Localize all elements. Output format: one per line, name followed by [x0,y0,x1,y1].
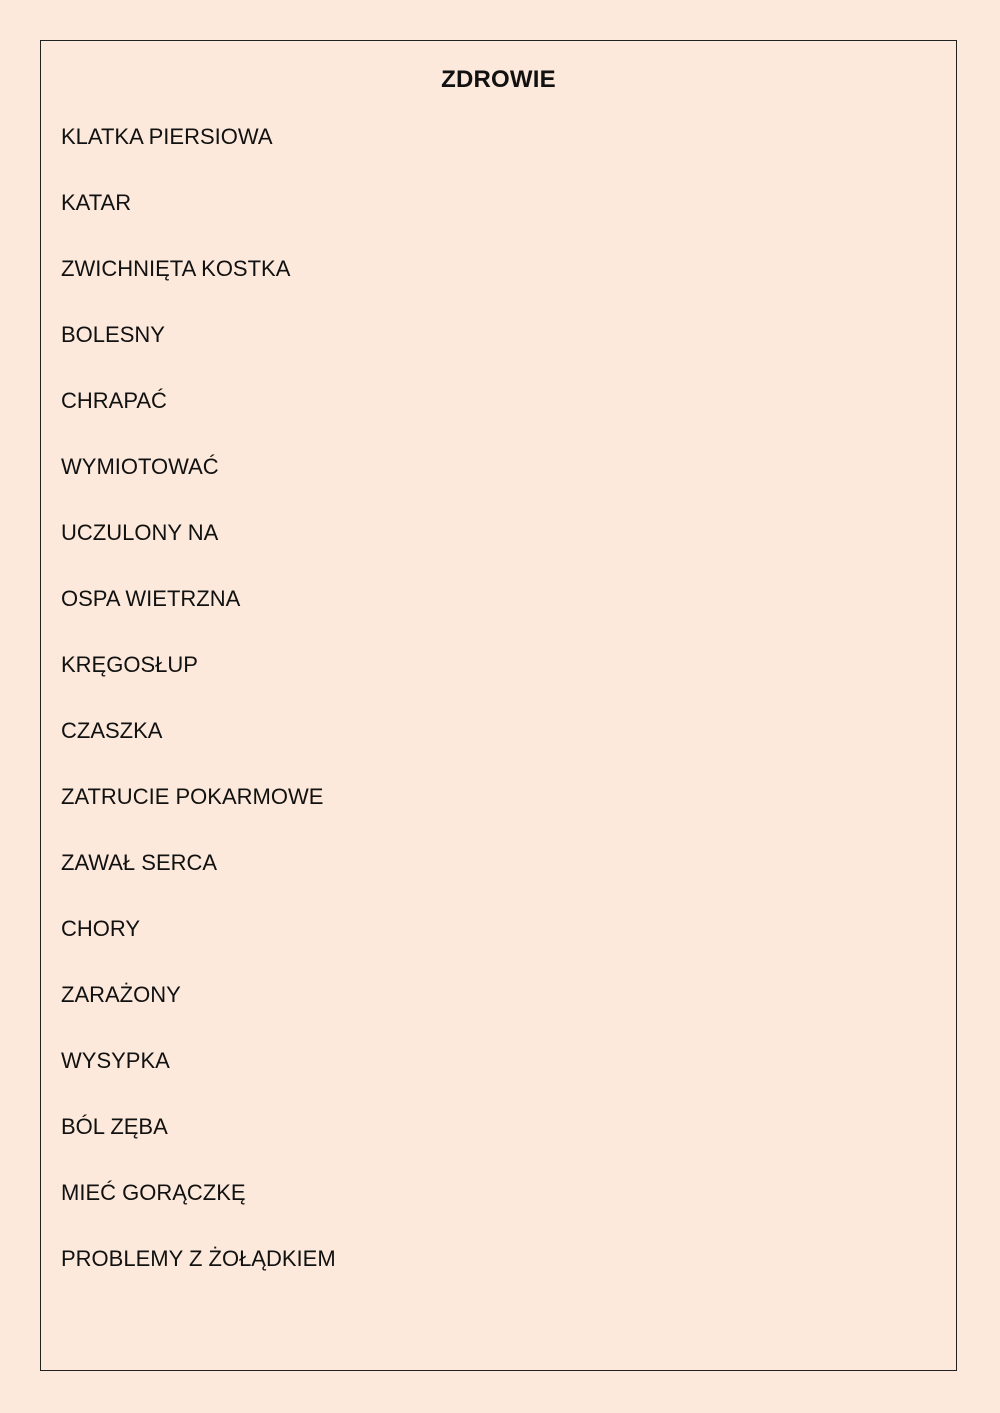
list-item: UCZULONY NA [61,520,219,545]
page-title: ZDROWIE [441,66,556,93]
list-item: WYMIOTOWAĆ [61,454,219,479]
list-item: WYSYPKA [61,1048,170,1073]
list-item: BOLESNY [61,322,165,347]
list-item: ZARAŻONY [61,982,181,1007]
list-item: PROBLEMY Z ŻOŁĄDKIEM [61,1246,336,1271]
list-item: BÓL ZĘBA [61,1114,168,1139]
list-item: MIEĆ GORĄCZKĘ [61,1180,246,1205]
vocabulary-list [61,123,336,1311]
list-item: KATAR [61,190,132,215]
list-item: CZASZKA [61,718,163,743]
list-item: ZATRUCIE POKARMOWE [61,784,324,809]
list-item: KLATKA PIERSIOWA [61,124,273,149]
list-item: ZAWAŁ SERCA [61,850,218,875]
list-item: ZWICHNIĘTA KOSTKA [61,256,291,281]
list-item: KRĘGOSŁUP [61,652,198,677]
worksheet-frame [40,40,957,1371]
list-item: CHORY [61,916,141,941]
list-item: OSPA WIETRZNA [61,586,241,611]
list-item: CHRAPAĆ [61,388,167,413]
